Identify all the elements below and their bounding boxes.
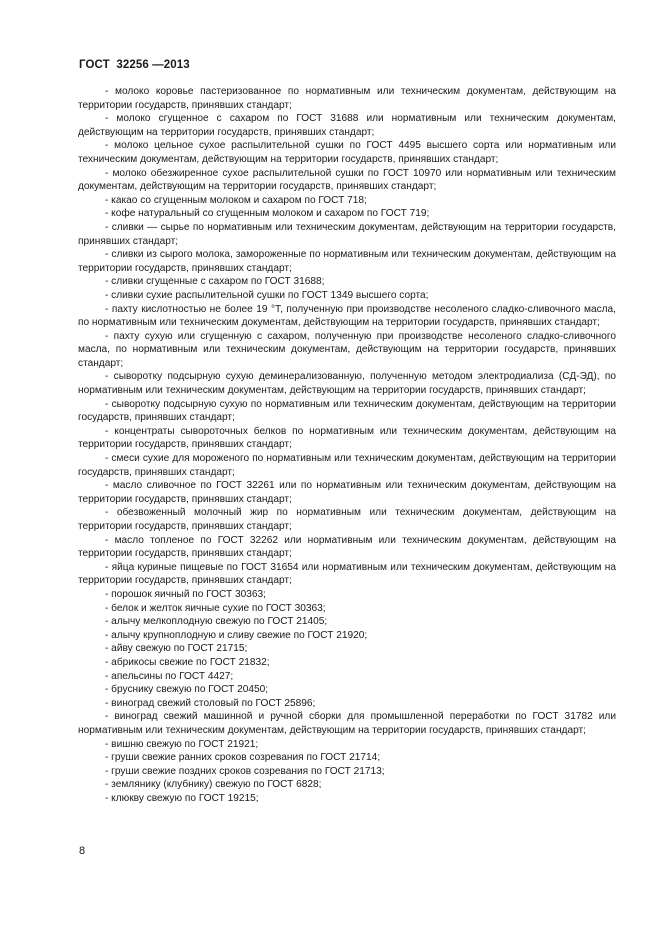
list-item: - алычу мелкоплодную свежую по ГОСТ 21405; — [105, 616, 328, 628]
list-item: - пахту сухую или сгущенную с сахаром, полученную при производстве несоленого сладко-сливочного масла, по нормативным или техническим документам, действующим на территории государств, принявших стандарт; — [78, 330, 616, 369]
list-item: - клюкву свежую по ГОСТ 19215; — [105, 792, 259, 804]
list-item: - смеси сухие для мороженого по нормативным или техническим документам, действующим на территории государств, принявших стандарт; — [78, 453, 616, 478]
list-item: - какао со сгущенным молоком и сахаром по ГОСТ 718; — [105, 194, 367, 206]
page-number: 8 — [79, 845, 86, 857]
list-item: - сливки сухие распылительной сушки по ГОСТ 1349 высшего сорта; — [105, 289, 429, 301]
list-item: - апельсины по ГОСТ 4427; — [105, 670, 234, 682]
list-item: - сыворотку подсырную сухую деминерализованную, полученную методом электродиализа (СД-ЭД), по нормативным или техническим документам, действующим на территории государств, принявших стандарт; — [78, 371, 616, 397]
list-item: - кофе натуральный со сгущенным молоком и сахаром по ГОСТ 719; — [105, 208, 430, 220]
list-item: - груши свежие ранних сроков созревания по ГОСТ 21714; — [105, 752, 381, 764]
list-item: - обезвоженный молочный жир по нормативным или техническим документам, действующим на территории государств, принявших стандарт; — [78, 507, 616, 532]
list-item: - масло топленое по ГОСТ 32262 или нормативным или техническим документам, действующим на территории государств, принявших стандарт; — [78, 534, 616, 560]
list-item: - концентраты сывороточных белков по нормативным или техническим документам, действующим на территории государств, принявших стандарт; — [78, 425, 616, 451]
list-item: - молоко сгущенное с сахаром по ГОСТ 31688 или нормативным или техническим документам, действующим на территории государств, принявших стандарт; — [78, 113, 616, 138]
list-item: - землянику (клубнику) свежую по ГОСТ 6828; — [105, 779, 322, 791]
list-item: - сливки — сырье по нормативным или техническим документам, действующим на территории государств, принявших стандарт; — [78, 221, 616, 247]
list-item: - белок и желток яичные сухие по ГОСТ 30363; — [105, 602, 326, 614]
list-item: - пахту кислотностью не более 19 °Т, полученную при производстве несоленого сладко-сливочного масла, по нормативным или техническим документам, действующим на территории государств, принявших стандарт; — [78, 303, 616, 329]
list-item: - сыворотку подсырную сухую по нормативным или техническим документам, действующим на территории государств, принявших стандарт; — [78, 398, 616, 424]
list-item: - виноград свежий столовый по ГОСТ 25896; — [105, 697, 316, 709]
list-item: - масло сливочное по ГОСТ 32261 или по нормативным или техническим документам, действующим на территории государств, принявших стандарт; — [78, 480, 616, 505]
list-item: - порошок яичный по ГОСТ 30363; — [105, 588, 266, 600]
list-item: - айву свежую по ГОСТ 21715; — [105, 643, 248, 655]
document-body — [78, 85, 616, 805]
page-header-standard-number: ГОСТ 32256 —2013 — [79, 59, 190, 71]
list-item: - виноград свежий машинной и ручной сборки для промышленной переработки по ГОСТ 31782 или нормативным или техническим документам, действующим на территории государств, принявших стандарт; — [78, 711, 616, 736]
list-item: - вишню свежую по ГОСТ 21921; — [105, 738, 259, 750]
list-item: - бруснику свежую по ГОСТ 20450; — [105, 684, 269, 696]
list-item: - алычу крупноплодную и сливу свежие по ГОСТ 21920; — [105, 629, 368, 641]
list-item: - молоко цельное сухое распылительной сушки по ГОСТ 4495 высшего сорта или нормативным или техническим документам, действующим на территории государств, принявших стандарт; — [78, 140, 616, 165]
list-item: - молоко обезжиренное сухое распылительной сушки по ГОСТ 10970 или нормативным или техническим документам, действующим на территории государств, принявших стандарт; — [78, 167, 616, 193]
list-item: - молоко коровье пастеризованное по нормативным или техническим документам, действующим на территории государств, принявших стандарт; — [78, 86, 616, 111]
list-item: - яйца куриные пищевые по ГОСТ 31654 или нормативным или техническим документам, действующим на территории государств, принявших стандарт; — [78, 561, 616, 587]
list-item: - абрикосы свежие по ГОСТ 21832; — [105, 656, 270, 668]
list-item: - сливки из сырого молока, замороженные по нормативным или техническим документам, действующим на территории государств, принявших стандарт; — [78, 249, 616, 274]
list-item: - сливки сгущенные с сахаром по ГОСТ 31688; — [105, 276, 325, 288]
list-item: - груши свежие поздних сроков созревания по ГОСТ 21713; — [105, 765, 385, 777]
